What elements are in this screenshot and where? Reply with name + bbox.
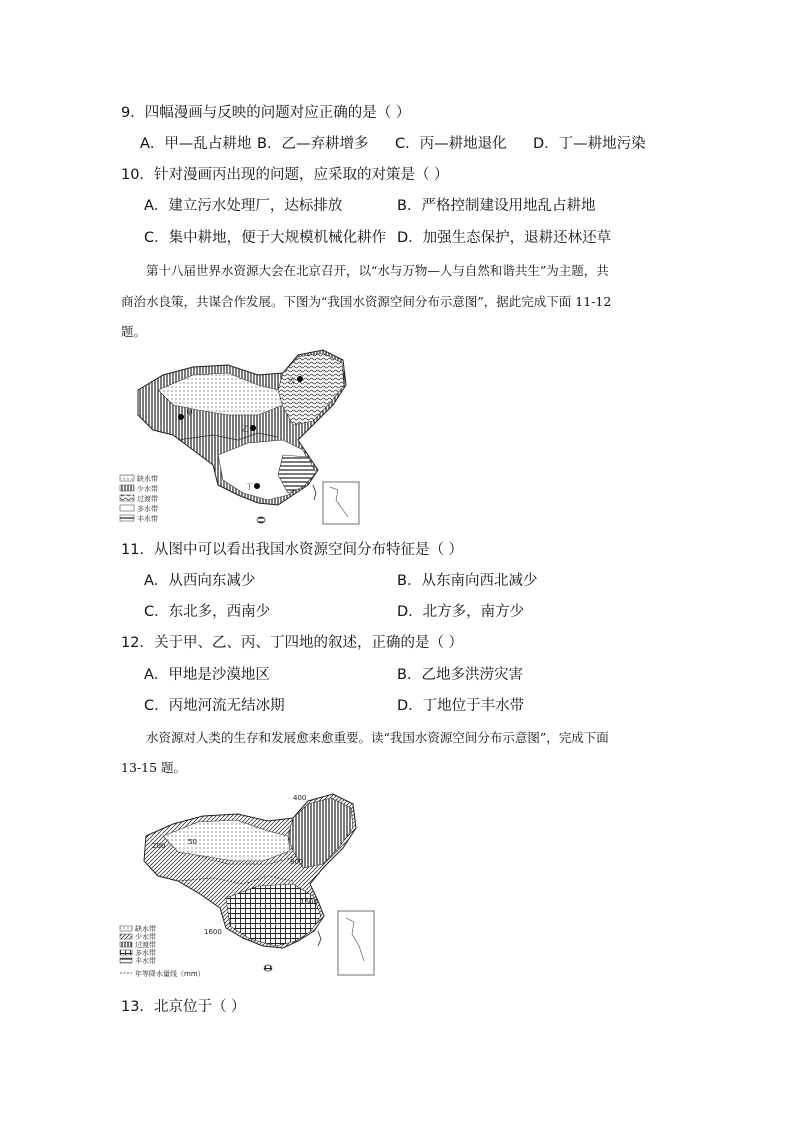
q9-option-d: D．丁—耕地污染 [533,136,646,152]
intro-2-line-2: 13-15 题。 [121,760,187,775]
q10-option-c: C．集中耕地，便于大规模机械化耕作 [144,230,387,246]
svg-text:过渡带: 过渡带 [137,495,158,503]
q11-option-c: C．东北多，西南少 [144,604,271,620]
question-12-stem: 12．关于甲、乙、丙、丁四地的叙述，正确的是（ ） [121,635,464,651]
svg-text:少水带: 少水带 [137,485,158,493]
svg-text:丰水带: 丰水带 [137,515,158,523]
q11-option-a: A．从西向东减少 [144,573,256,589]
china-water-map-1 [118,345,368,530]
intro-1-line-1: 第十八届世界水资源大会在北京召开，以“水与万物—人与自然和谐共生”为主题，共 [146,263,609,278]
svg-text:400: 400 [293,794,307,802]
south-sea-inset [323,482,359,524]
intro-2-line-1: 水资源对人类的生存和发展愈来愈重要。读“我国水资源空间分布示意图”，完成下面 [146,730,609,745]
question-11-stem: 11．从图中可以看出我国水资源空间分布特征是（ ） [121,542,464,558]
china-water-map-2 [118,786,380,982]
svg-text:丰水带: 丰水带 [135,957,156,965]
svg-text:多水带: 多水带 [137,505,158,513]
intro-1-line-3: 题。 [121,324,147,339]
svg-text:缺水带: 缺水带 [135,925,156,933]
svg-text:缺水带: 缺水带 [137,475,158,483]
svg-text:过渡带: 过渡带 [135,941,156,949]
q11-option-d: D．北方多，南方少 [397,604,525,620]
marker-ding: 丁 [246,483,253,491]
q10-option-d: D．加强生态保护，退耕还林还草 [397,230,612,246]
q12-option-b: B．乙地多洪涝灾害 [397,667,523,683]
intro-1-line-2: 商治水良策，共谋合作发展。下图为“我国水资源空间分布示意图”，据此完成下面 11-12 [121,294,612,309]
marker-jia: 甲 [186,409,193,417]
q9-option-a: A．甲—乱占耕地 [140,136,252,152]
q9-option-b: B．乙—弃耕增多 [257,136,369,152]
marker-yi: 乙 [242,425,249,433]
svg-text:50: 50 [188,838,197,846]
q10-option-a: A．建立污水处理厂，达标排放 [144,198,343,214]
q12-option-c: C．丙地河流无结冰期 [144,698,285,714]
q12-option-d: D．丁地位于丰水带 [397,698,525,714]
question-9-stem: 9．四幅漫画与反映的问题对应正确的是（ ） [121,105,411,121]
question-13-stem: 13．北京位于（ ） [121,999,246,1015]
q11-option-b: B．从东南向西北减少 [397,573,538,589]
svg-text:800: 800 [290,858,304,866]
svg-text:少水带: 少水带 [135,933,156,941]
q12-option-a: A．甲地是沙漠地区 [144,667,270,683]
question-10-stem: 10．针对漫画丙出现的问题，应采取的对策是（ ） [121,167,449,183]
svg-text:200: 200 [152,842,166,850]
svg-text:1600: 1600 [300,898,318,906]
q10-option-b: B．严格控制建设用地乱占耕地 [397,198,596,214]
south-sea-inset [338,911,374,975]
svg-text:1600: 1600 [204,928,222,936]
svg-text:多水带: 多水带 [135,949,156,957]
svg-text:年等降水量线（mm）: 年等降水量线（mm） [135,970,205,978]
q9-option-c: C．丙—耕地退化 [395,136,507,152]
marker-bing: 丙 [288,377,295,385]
